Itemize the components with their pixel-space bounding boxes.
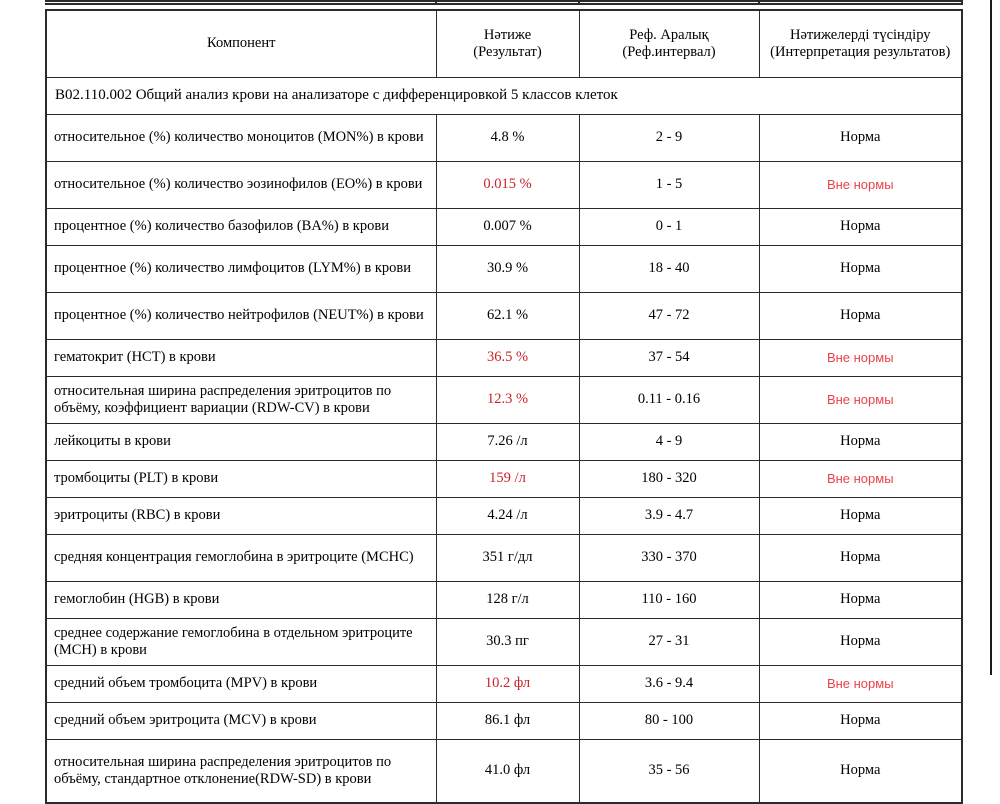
cell-interpretation: Норма bbox=[759, 246, 962, 293]
cell-component: лейкоциты в крови bbox=[46, 424, 436, 461]
table-row bbox=[46, 246, 962, 293]
cell-result: 0.015 % bbox=[436, 162, 579, 209]
cell-reference-range: 0 - 1 bbox=[579, 209, 759, 246]
cell-result: 159 /л bbox=[436, 461, 579, 498]
cell-result: 30.3 пг bbox=[436, 619, 579, 666]
cell-reference-range: 4 - 9 bbox=[579, 424, 759, 461]
table-row bbox=[46, 115, 962, 162]
cell-interpretation: Норма bbox=[759, 535, 962, 582]
cell-component: относительная ширина распределения эритроцитов по объёму, коэффициент вариации (RDW-CV) в крови bbox=[46, 377, 436, 424]
table-row bbox=[46, 498, 962, 535]
cell-result: 7.26 /л bbox=[436, 424, 579, 461]
lab-results-table bbox=[45, 9, 963, 804]
cell-component: среднее содержание гемоглобина в отдельном эритроците (MCH) в крови bbox=[46, 619, 436, 666]
table-row bbox=[46, 582, 962, 619]
cell-result: 351 г/дл bbox=[436, 535, 579, 582]
lab-results-container bbox=[45, 9, 963, 804]
cell-interpretation: Норма bbox=[759, 740, 962, 804]
table-row bbox=[46, 703, 962, 740]
cell-component: тромбоциты (PLT) в крови bbox=[46, 461, 436, 498]
table-header bbox=[46, 10, 962, 78]
column-header-result-ru: (Результат) bbox=[473, 44, 542, 60]
cell-reference-range: 27 - 31 bbox=[579, 619, 759, 666]
column-header-reference-range-ru: (Реф.интервал) bbox=[622, 44, 716, 60]
cell-result: 4.24 /л bbox=[436, 498, 579, 535]
cell-component: эритроциты (RBC) в крови bbox=[46, 498, 436, 535]
cell-interpretation: Вне нормы bbox=[759, 162, 962, 209]
header-row bbox=[46, 10, 962, 78]
table-row bbox=[46, 461, 962, 498]
cell-interpretation: Норма bbox=[759, 293, 962, 340]
cell-component: гемоглобин (HGB) в крови bbox=[46, 582, 436, 619]
section-title: B02.110.002 Общий анализ крови на анализаторе с дифференцировкой 5 классов клеток bbox=[46, 78, 962, 115]
cell-interpretation: Вне нормы bbox=[759, 377, 962, 424]
cell-interpretation: Норма bbox=[759, 703, 962, 740]
table-row bbox=[46, 162, 962, 209]
cell-reference-range: 330 - 370 bbox=[579, 535, 759, 582]
cell-reference-range: 2 - 9 bbox=[579, 115, 759, 162]
cell-component: средняя концентрация гемоглобина в эритроците (MCHC) bbox=[46, 535, 436, 582]
cell-component: гематокрит (HCT) в крови bbox=[46, 340, 436, 377]
cell-result: 36.5 % bbox=[436, 340, 579, 377]
cell-reference-range: 180 - 320 bbox=[579, 461, 759, 498]
cell-interpretation: Норма bbox=[759, 209, 962, 246]
column-header-reference-range bbox=[579, 10, 759, 78]
column-header-reference-range-kz: Реф. Аралық bbox=[629, 26, 709, 43]
cell-reference-range: 47 - 72 bbox=[579, 293, 759, 340]
column-header-component: Компонент bbox=[46, 10, 436, 78]
cell-result: 0.007 % bbox=[436, 209, 579, 246]
cell-reference-range: 0.11 - 0.16 bbox=[579, 377, 759, 424]
cell-reference-range: 80 - 100 bbox=[579, 703, 759, 740]
column-header-result bbox=[436, 10, 579, 78]
cell-component: процентное (%) количество базофилов (BA%) в крови bbox=[46, 209, 436, 246]
cell-reference-range: 37 - 54 bbox=[579, 340, 759, 377]
cell-interpretation: Вне нормы bbox=[759, 461, 962, 498]
table-row bbox=[46, 535, 962, 582]
cell-interpretation: Норма bbox=[759, 115, 962, 162]
cell-component: процентное (%) количество лимфоцитов (LYM%) в крови bbox=[46, 246, 436, 293]
table-row bbox=[46, 293, 962, 340]
cell-component: относительное (%) количество эозинофилов (EO%) в крови bbox=[46, 162, 436, 209]
section-header-row bbox=[46, 78, 962, 115]
table-row bbox=[46, 377, 962, 424]
cell-interpretation: Норма bbox=[759, 582, 962, 619]
previous-table-bottom-edge bbox=[45, 0, 963, 5]
table-row bbox=[46, 619, 962, 666]
cell-interpretation: Вне нормы bbox=[759, 666, 962, 703]
cell-reference-range: 110 - 160 bbox=[579, 582, 759, 619]
table-row bbox=[46, 740, 962, 804]
cell-result: 4.8 % bbox=[436, 115, 579, 162]
cell-reference-range: 1 - 5 bbox=[579, 162, 759, 209]
cell-component: относительное (%) количество моноцитов (MON%) в крови bbox=[46, 115, 436, 162]
cell-interpretation: Норма bbox=[759, 498, 962, 535]
cell-reference-range: 3.6 - 9.4 bbox=[579, 666, 759, 703]
cell-interpretation: Норма bbox=[759, 424, 962, 461]
column-header-interpretation bbox=[759, 10, 962, 78]
cell-result: 10.2 фл bbox=[436, 666, 579, 703]
cell-component: процентное (%) количество нейтрофилов (NEUT%) в крови bbox=[46, 293, 436, 340]
cell-result: 41.0 фл bbox=[436, 740, 579, 804]
table-body bbox=[46, 78, 962, 804]
cell-reference-range: 3.9 - 4.7 bbox=[579, 498, 759, 535]
cell-reference-range: 35 - 56 bbox=[579, 740, 759, 804]
cell-result: 86.1 фл bbox=[436, 703, 579, 740]
cell-result: 62.1 % bbox=[436, 293, 579, 340]
cell-reference-range: 18 - 40 bbox=[579, 246, 759, 293]
column-header-interpretation-ru: (Интерпретация результатов) bbox=[770, 44, 951, 60]
table-row bbox=[46, 666, 962, 703]
table-row bbox=[46, 209, 962, 246]
cell-component: средний объем тромбоцита (MPV) в крови bbox=[46, 666, 436, 703]
cell-result: 12.3 % bbox=[436, 377, 579, 424]
page-edge-rule bbox=[990, 0, 992, 675]
cell-interpretation: Норма bbox=[759, 619, 962, 666]
cell-interpretation: Вне нормы bbox=[759, 340, 962, 377]
column-header-interpretation-kz: Нәтижелерді түсіндіру bbox=[789, 26, 931, 43]
cell-result: 30.9 % bbox=[436, 246, 579, 293]
column-header-result-kz: Нәтиже bbox=[483, 26, 532, 43]
cell-component: относительная ширина распределения эритроцитов по объёму, стандартное отклонение(RDW-SD) в крови bbox=[46, 740, 436, 804]
table-row bbox=[46, 424, 962, 461]
table-row bbox=[46, 340, 962, 377]
cell-component: средний объем эритроцита (MCV) в крови bbox=[46, 703, 436, 740]
cell-result: 128 г/л bbox=[436, 582, 579, 619]
